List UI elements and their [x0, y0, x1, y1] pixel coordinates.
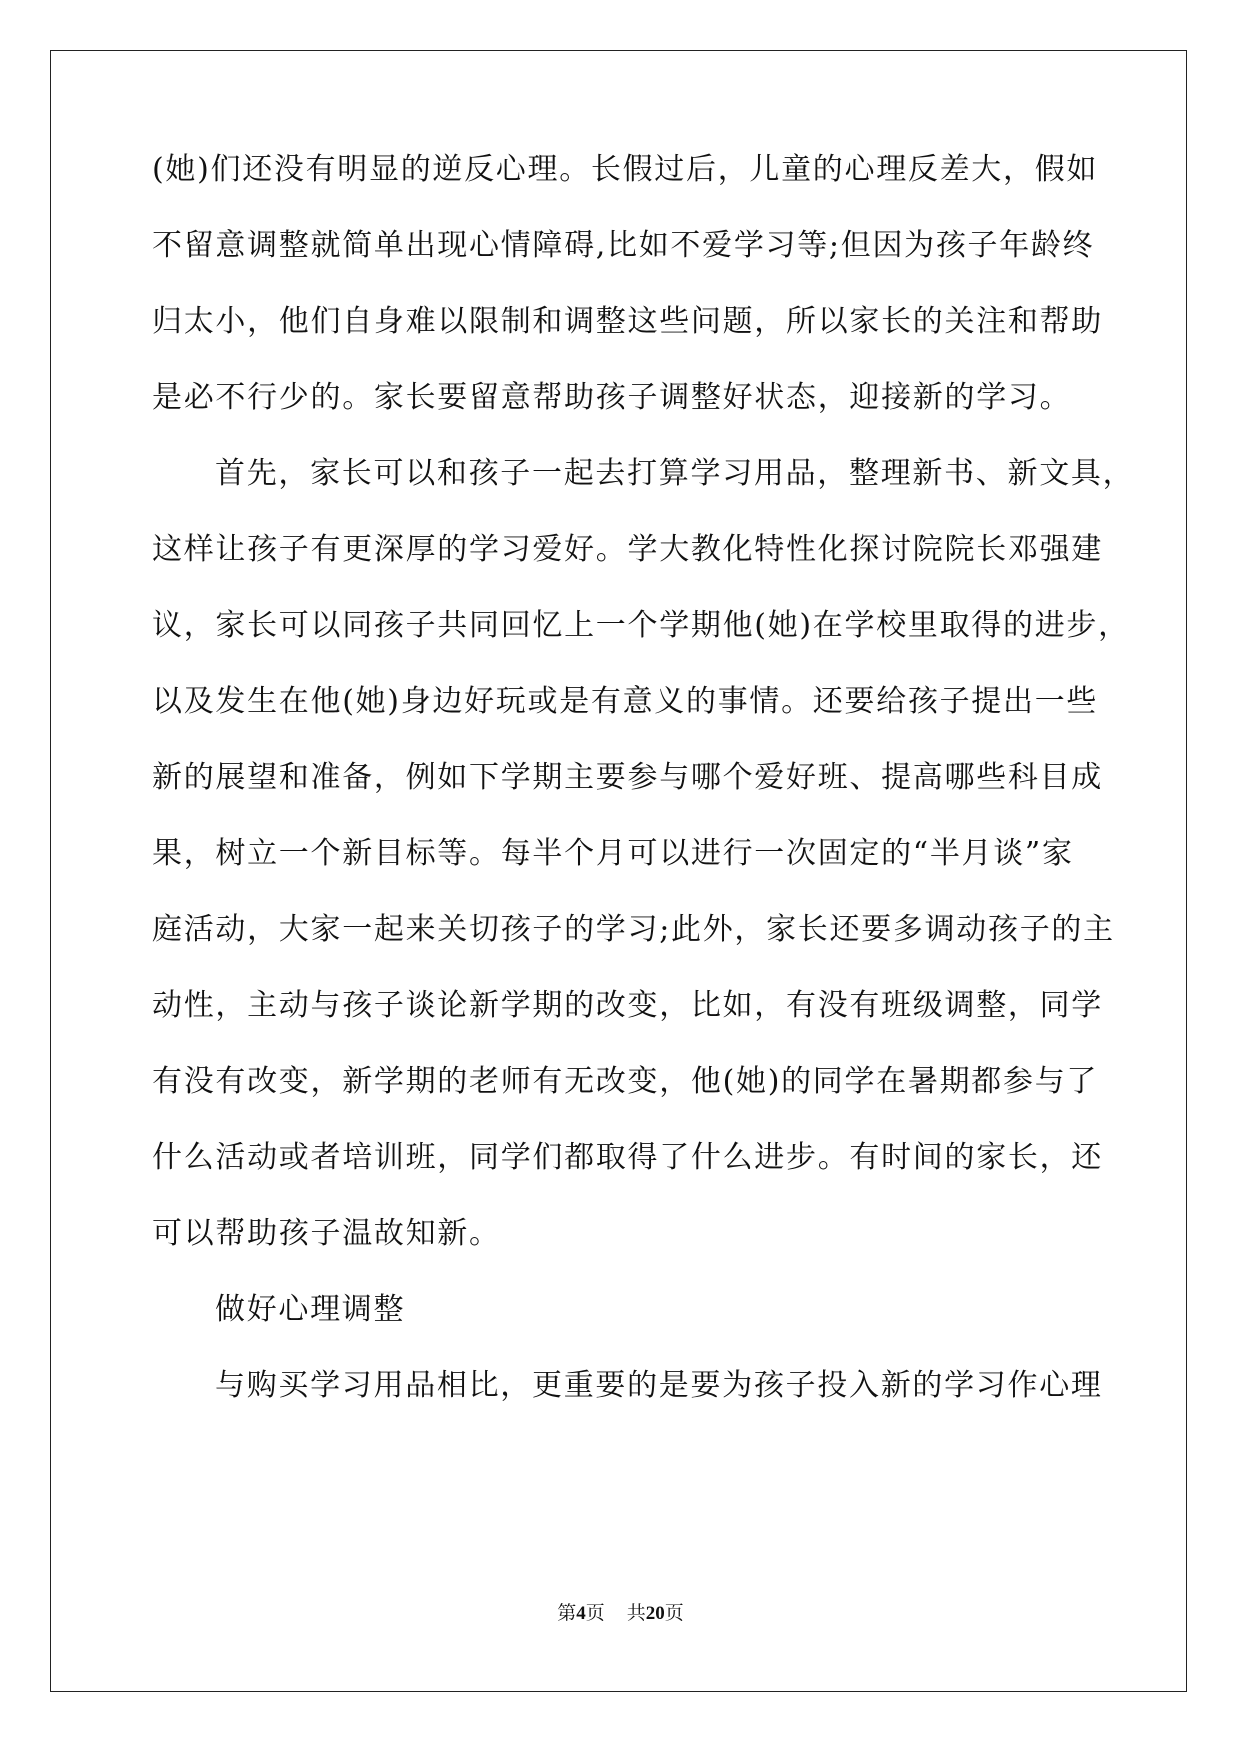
text-line: 这样让孩子有更深厚的学习爱好。学大教化特性化探讨院院长邓强建: [152, 532, 1103, 567]
text-line: 是必不行少的。家长要留意帮助孩子调整好状态，迎接新的学习。: [152, 380, 1072, 415]
text-line: 议，家长可以同孩子共同回忆上一个学期他(她)在学校里取得的进步，: [152, 608, 1130, 643]
page-prefix: 第: [557, 1603, 577, 1624]
text-line: 归太小，他们自身难以限制和调整这些问题，所以家长的关注和帮助: [152, 304, 1103, 339]
text-line: 果，树立一个新目标等。每半个月可以进行一次固定的“半月谈”家: [152, 836, 1074, 871]
text-line: 可以帮助孩子温故知新。: [152, 1216, 501, 1251]
page-footer: [0, 1598, 1241, 1625]
total-suffix: 页: [664, 1603, 684, 1624]
current-page-number: 4: [576, 1603, 586, 1624]
text-line: (她)们还没有明显的逆反心理。长假过后，儿童的心理反差大，假如: [152, 152, 1099, 187]
total-pages-number: 20: [645, 1603, 665, 1624]
text-line: 新的展望和准备，例如下学期主要参与哪个爱好班、提高哪些科目成: [152, 760, 1103, 795]
text-line: 不留意调整就简单出现心情障碍,比如不爱学习等;但因为孩子年龄终: [152, 228, 1095, 263]
total-prefix: 共: [626, 1603, 646, 1624]
text-line: 有没有改变，新学期的老师有无改变，他(她)的同学在暑期都参与了: [152, 1064, 1099, 1099]
page-border: [50, 50, 1187, 1692]
text-line: 什么活动或者培训班，同学们都取得了什么进步。有时间的家长，还: [152, 1140, 1103, 1175]
section-heading: 做好心理调整: [215, 1292, 406, 1327]
text-line: 庭活动，大家一起来关切孩子的学习;此外，家长还要多调动孩子的主: [152, 912, 1115, 947]
paragraph-first-line: 与购买学习用品相比，更重要的是要为孩子投入新的学习作心理: [215, 1368, 1103, 1403]
page-suffix: 页: [585, 1603, 605, 1624]
text-line: 以及发生在他(她)身边好玩或是有意义的事情。还要给孩子提出一些: [152, 684, 1099, 719]
paragraph-first-line: 首先，家长可以和孩子一起去打算学习用品，整理新书、新文具，: [215, 456, 1135, 491]
text-line: 动性，主动与孩子谈论新学期的改变，比如，有没有班级调整，同学: [152, 988, 1103, 1023]
